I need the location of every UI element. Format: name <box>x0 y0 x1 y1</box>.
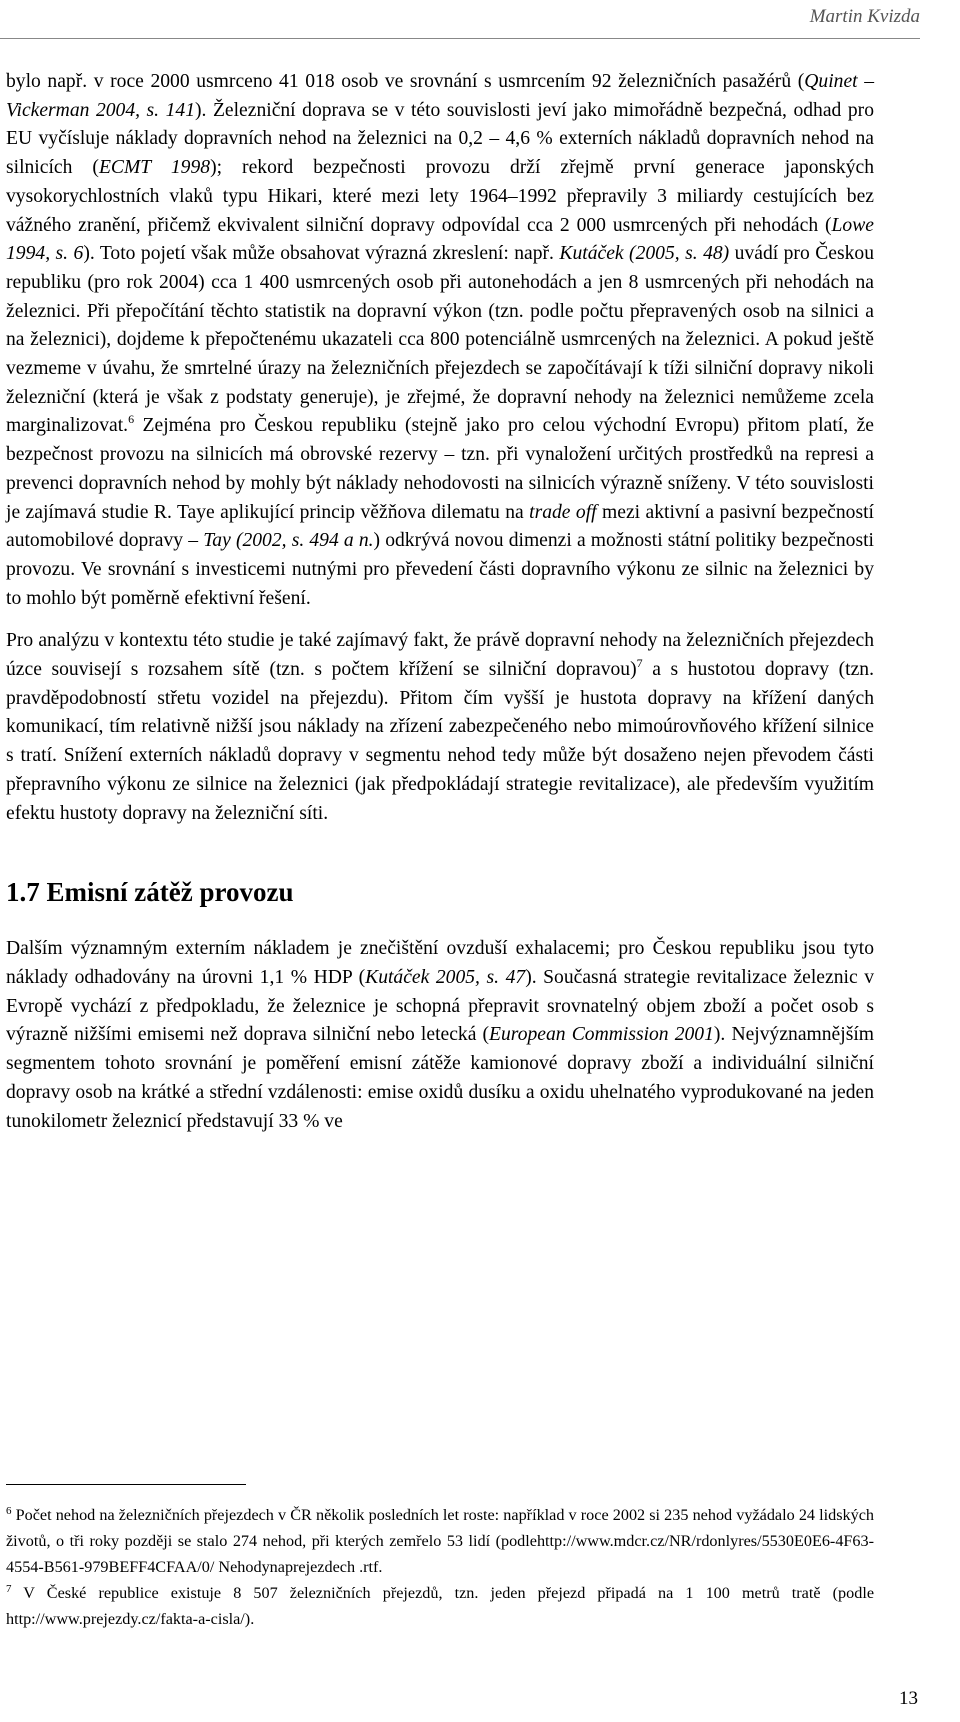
footnotes <box>6 1502 874 1632</box>
citation: Kutáček (2005, s. 48) <box>559 243 730 265</box>
text-run: mezi aktivní a pasivní bezpečností automobilové dopravy – <box>6 501 874 552</box>
citation: ECMT 1998 <box>98 157 211 179</box>
header-divider <box>0 38 920 39</box>
footnote-ref: 6 <box>128 412 135 427</box>
page-number: 13 <box>899 1688 918 1709</box>
text-run: ); rekord bezpečnosti provozu drží zřejmě první generace japonských vysokorychlostních vlaků typu Hikari, které mezi lety 1964–1992 přepravily 3 miliardy cestujících bez vážného zranění, přičemž ekvivalent silniční dopravy odpovídal cca 2 000 usmrcených při nehodách ( <box>6 157 875 236</box>
paragraph-traffic-safety <box>6 68 874 613</box>
text-run: Pro analýzu v kontextu této studie je také zajímavý fakt, že právě dopravní nehody na železničních přejezdech úzce souvisejí s rozsahem sítě (tzn. s počtem křížení se silniční dopravou) <box>6 630 874 681</box>
paragraph-emissions <box>6 935 874 1136</box>
footnote-number: 7 <box>6 1583 12 1595</box>
footnote-ref: 7 <box>636 656 643 671</box>
text-run: a s hustotou dopravy (tzn. pravděpodobností střetu vozidel na přejezdu). Přitom čím vyšší je hustota dopravy na křížení daných komunikací, tím relativně nižší jsou náklady na zřízení zabezpečeného nebo mimoúrovňového křížení silnice s tratí. Snížení externích nákladů dopravy v segmentu nehod tedy může být dosaženo nejen převodem části přepravního výkonu ze silnice na železnici (jak předpokládají strategie revitalizace), ale především využitím efektu hustoty dopravy na železniční síti. <box>6 659 874 824</box>
citation: Lowe 1994, s. 6 <box>6 214 874 265</box>
citation: Tay (2002, s. 494 a n. <box>203 530 374 552</box>
main-text <box>6 68 874 1136</box>
text-run: Dalším významným externím nákladem je znečištění ovzduší exhalacemi; pro Českou republiku jsou tyto náklady odhadovány na úrovni 1,1 % HDP ( <box>6 938 874 988</box>
text-run: ) odkrývá novou dimenzi a možnosti státní politiky bezpečnosti provozu. Ve srovnání s investicemi nutnými pro převedení části dopravního výkonu ze silnic na železnici by to mohlo být poměrně efektivní řešení. <box>6 530 874 609</box>
footnote-text: Počet nehod na železničních přejezdech v ČR několik posledních let roste: například v roce 2002 si 235 nehod vyžádalo 24 lidských životů, o tři roky později se stalo 274 nehod, při kterých zemřelo 53 lidí (podlehttp://www.mdcr.cz/NR/rdonlyres/5530E0E6-4F63-4554-B561-979BEFF4CFAA/0/ Nehodynaprejezdech .rtf. <box>6 1506 874 1576</box>
text-run: uvádí pro Českou republiku (pro rok 2004) cca 1 400 usmrcených osob při autonehodách a jen 8 usmrcených při nehodách na železnici. Při přepočítání těchto statistik na dopravní výkon (tzn. podle počtu přepravených osob na silnici a na železnici), dojdeme k přepočtenému ukazateli cca 800 potenciálně usmrcených na železnici. A pokud ještě vezmeme v úvahu, že smrtelné úrazy na železničních přejezdech se započítávají k tíži silniční dopravy nikoli železniční (která je však z podstaty generuje), je zřejmé, že dopravní nehody na železnici nemůžeme zcela marginalizovat. <box>6 243 874 437</box>
citation: Quinet – Vickerman 2004, s. 141 <box>6 71 874 121</box>
footnote-divider <box>6 1484 246 1485</box>
footnote-number: 6 <box>6 1505 12 1517</box>
footnote-text: V České republice existuje 8 507 železničních přejezdů, tzn. jeden přejezd připadá na 1 100 metrů tratě (podle http://www.prejezdy.cz/fakta-a-cisla/). <box>6 1584 874 1628</box>
text-run: Zejména pro Českou republiku (stejně jako pro celou východní Evropu) přitom platí, že bezpečnost provozu na silnicích má obrovské rezervy – tzn. při vynaložení určitých prostředků na represi a prevenci dopravních nehod by mohly být náklady nehodovosti na silnicích výrazně sníženy. V této souvislosti je zajímavá studie R. Taye aplikující princip věžňova dilematu na <box>6 415 874 523</box>
running-header-author: Martin Kvizda <box>809 6 920 27</box>
citation: European Commission 2001 <box>489 1024 714 1046</box>
emphasis: trade off <box>529 501 597 523</box>
text-run: ). Současná strategie revitalizace železnic v Evropě vychází z předpokladu, že železnice je schopná přepravit srovnatelný objem zboží a počet osob s výrazně nižšími emisemi než doprava silniční nebo letecká ( <box>6 966 874 1046</box>
footnote-6 <box>6 1502 874 1580</box>
paragraph-level-crossings <box>6 627 874 828</box>
text-run: ). Železniční doprava se v této souvislosti jeví jako mimořádně bezpečná, odhad pro EU vyčísluje náklady dopravních nehod na železnici na 0,2 – 4,6 % externích nákladů dopravních nehod na silnicích ( <box>6 99 874 179</box>
citation: Kutáček 2005, s. 47 <box>365 966 526 988</box>
text-run: ). Nejvýznamnějším segmentem tohoto srovnání je poměření emisní zátěže kamionové dopravy zboží a individuální silniční dopravy osob na krátké a střední vzdálenosti: emise oxidů dusíku a oxidu uhelnatého vyprodukované na jeden tunokilometr železnicí představují 33 % ve <box>6 1024 875 1132</box>
footnote-7 <box>6 1580 874 1632</box>
text-run: ). Toto pojetí však může obsahovat výrazná zkreslení: např. <box>83 243 560 265</box>
section-heading: 1.7 Emisní zátěž provozu <box>6 877 294 908</box>
text-run: bylo např. v roce 2000 usmrceno 41 018 osob ve srovnání s usmrcením 92 železničních pasažérů ( <box>6 71 805 92</box>
